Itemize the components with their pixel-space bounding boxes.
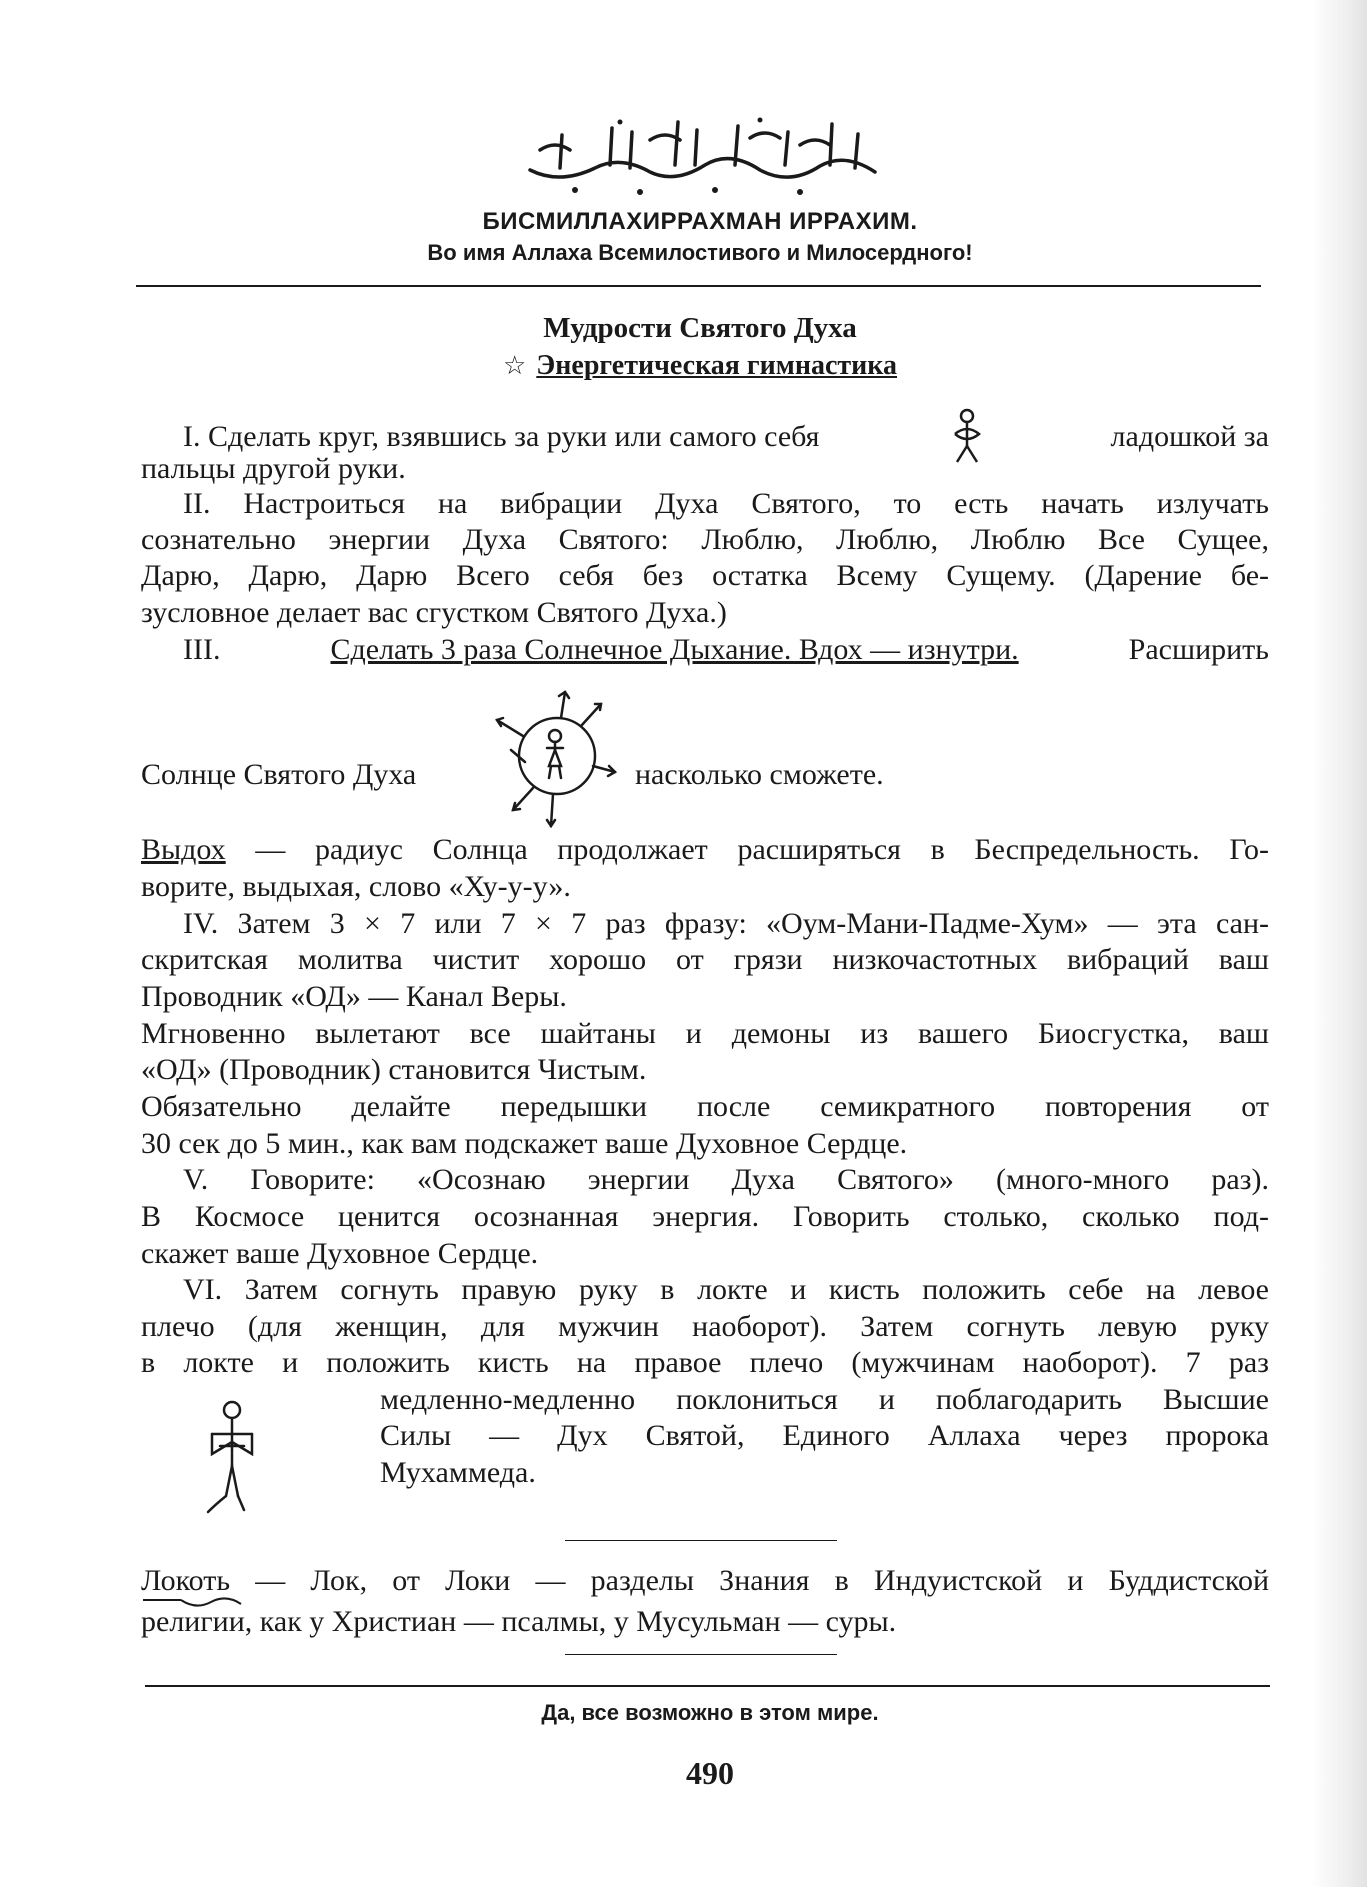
paragraph-3-line-1	[141, 632, 1269, 668]
paragraph-2-line-4: зусловное делает вас сгустком Святого Духа.)	[141, 596, 727, 629]
paragraph-5-line-2: В Космосе ценится осознанная энергия. Говорить столько, сколько под-	[141, 1200, 1269, 1233]
paragraph-2-line-1: II. Настроиться на вибрации Духа Святого, то есть начать излучать	[183, 487, 1269, 520]
footer-divider	[145, 1685, 1270, 1687]
exhale-line-2: ворите, выдыхая, слово «Ху-у-у».	[141, 870, 571, 903]
star-icon: ☆	[502, 351, 527, 380]
note-divider-top	[565, 1540, 837, 1541]
header-title: БИСМИЛЛАХИРРАХМАН ИРРАХИМ.	[482, 208, 918, 235]
paragraph-6-line-2: плечо (для женщин, для мужчин наоборот). Затем согнуть левую руку	[141, 1310, 1269, 1343]
sun-right-text: насколько сможете.	[635, 758, 884, 791]
note-divider-bottom	[565, 1654, 837, 1655]
paragraph-6-line-6: Мухаммеда.	[380, 1456, 536, 1489]
paragraph-2-line-3: Дарю, Дарю, Дарю Всего себя без остатка Всему Сущему. (Дарение бе-	[141, 559, 1269, 592]
page-number: 490	[686, 1755, 734, 1791]
paragraph-4-line-5: «ОД» (Проводник) становится Чистым.	[141, 1053, 647, 1086]
sun-left-text: Солнце Святого Духа	[141, 758, 417, 791]
paragraph-4-line-2: скритская молитва чистит хорошо от грязи низкочастотных вибраций ваш	[141, 943, 1269, 976]
bismillah-calligraphy	[500, 110, 920, 200]
exhale-term: Выдох	[141, 833, 226, 866]
paragraph-4-line-3: Проводник «ОД» — Канал Веры.	[141, 980, 567, 1013]
p3-end-text: Расширить	[1128, 633, 1269, 666]
exhale-text: — радиус Солнца продолжает расширяться в Беспредельность. Го-	[255, 833, 1270, 866]
p3-underlined-text: Сделать 3 раза Солнечное Дыхание. Вдох — изнутри.	[330, 633, 1019, 666]
paragraph-5-line-1: V. Говорите: «Осознаю энергии Духа Святого» (много-много раз).	[183, 1163, 1269, 1196]
subtitle-text: Энергетическая гимнастика	[536, 350, 898, 381]
paragraph-6-line-1: VI. Затем согнуть правую руку в локте и кисть положить себе на левое	[183, 1273, 1269, 1306]
section-subtitle	[0, 350, 1367, 382]
sun-breathing-row	[141, 690, 1269, 820]
stick-figure-bow-icon	[198, 1400, 268, 1520]
p1-text-a: I. Сделать круг, взявшись за руки или самого себя	[183, 420, 820, 453]
p1-text-b: ладошкой за	[1110, 420, 1269, 453]
note-line-1	[141, 1563, 1269, 1599]
paragraph-6-line-3: в локте и положить кисть на правое плечо (мужчинам наоборот). 7 раз	[141, 1346, 1269, 1379]
paragraph-2-line-2: сознательно энергии Духа Святого: Люблю, Люблю, Люблю Все Сущее,	[141, 523, 1269, 556]
footer-tagline: Да, все возможно в этом мире.	[541, 1700, 879, 1725]
paragraph-1-line-2: пальцы другой руки.	[141, 452, 406, 485]
note-line-2: религии, как у Христиан — псалмы, у Мусульман — суры.	[141, 1605, 897, 1638]
paragraph-4-line-6: Обязательно делайте передышки после семикратного повторения от	[141, 1090, 1269, 1123]
paragraph-6-line-4: медленно-медленно поклониться и поблагодарить Высшие	[380, 1383, 1269, 1416]
sun-breathing-diagram-icon	[489, 690, 629, 830]
note-text-1: — Лок, от Локи — разделы Знания в Индуистской и Буддистской	[255, 1564, 1269, 1597]
header-subtitle: Во имя Аллаха Всемилостивого и Милосердного!	[427, 240, 973, 265]
paragraph-6-line-5: Силы — Дух Святой, Единого Аллаха через пророка	[380, 1419, 1269, 1452]
paragraph-4-line-1: IV. Затем 3 × 7 или 7 × 7 раз фразу: «Оум-Мани-Падме-Хум» — эта сан-	[183, 907, 1269, 940]
note-term: Локоть	[141, 1564, 231, 1597]
section-title: Мудрости Святого Духа	[543, 312, 857, 344]
header-divider	[136, 285, 1261, 287]
page-edge-shadow	[1311, 0, 1367, 1887]
paragraph-5-line-3: скажет ваше Духовное Сердце.	[141, 1237, 539, 1270]
exhale-line-1	[141, 832, 1269, 868]
p3-number: III.	[183, 633, 221, 666]
paragraph-4-line-4: Мгновенно вылетают все шайтаны и демоны из вашего Биосгустка, ваш	[141, 1017, 1269, 1050]
paragraph-4-line-7: 30 сек до 5 мин., как вам подскажет ваше Духовное Сердце.	[141, 1127, 908, 1160]
